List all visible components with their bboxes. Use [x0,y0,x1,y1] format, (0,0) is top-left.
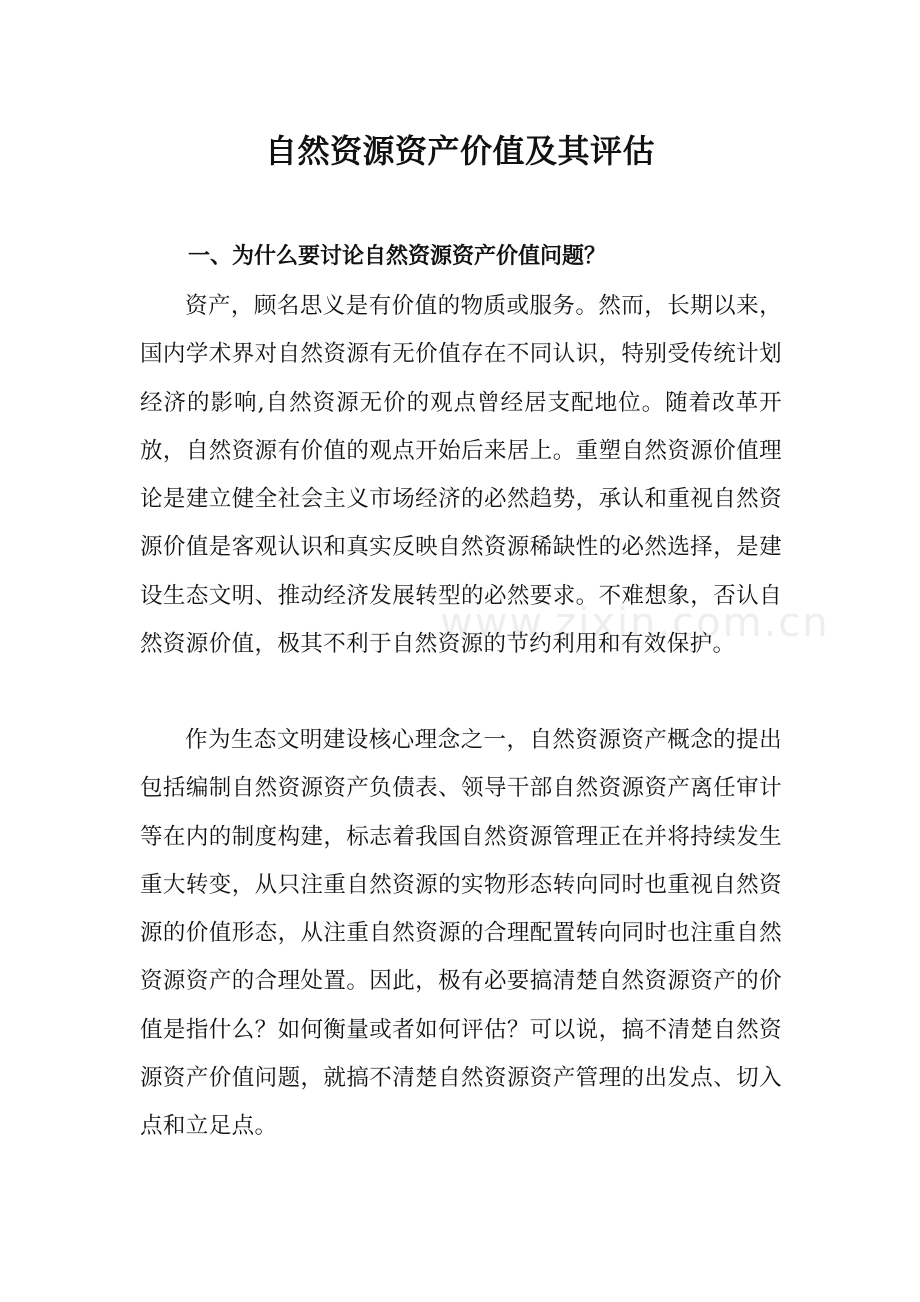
watermark: www.zixin.com.cn [440,600,830,646]
body-paragraph: 资产，顾名思义是有价值的物质或服务。然而，长期以来，国内学术界对自然资源有无价值存在不同认识，特别受传统计划经济的影响,自然资源无价的观点曾经居支配地位。随着改革开放，自然资源有价值的观点开始后来居上。重塑自然资源价值理论是建立健全社会主义市场经济的必然趋势，承认和重视自然资源价值是客观认识和真实反映自然资源稀缺性的必然选择，是建设生态文明、推动经济发展转型的必然要求。不难想象，否认自然资源价值，极其不利于自然资源的节约利用和有效保护。 [140,293,782,658]
section-heading: 一、为什么要讨论自然资源资产价值问题？ [188,244,607,269]
document-title: 自然资源资产价值及其评估 [264,132,655,170]
body-paragraph: 作为生态文明建设核心理念之一，自然资源资产概念的提出包括编制自然资源资产负债表、领导干部自然资源资产离任审计等在内的制度构建，标志着我国自然资源管理正在并将持续发生重大转变，从只注重自然资源的实物形态转向同时也重视自然资源的价值形态，从注重自然资源的合理配置转向同时也注重自然资源资产的合理处置。因此，极有必要搞清楚自然资源资产的价值是指什么？如何衡量或者如何评估？可以说，搞不清楚自然资源资产价值问题，就搞不清楚自然资源资产管理的出发点、切入点和立足点。 [140,727,782,1140]
